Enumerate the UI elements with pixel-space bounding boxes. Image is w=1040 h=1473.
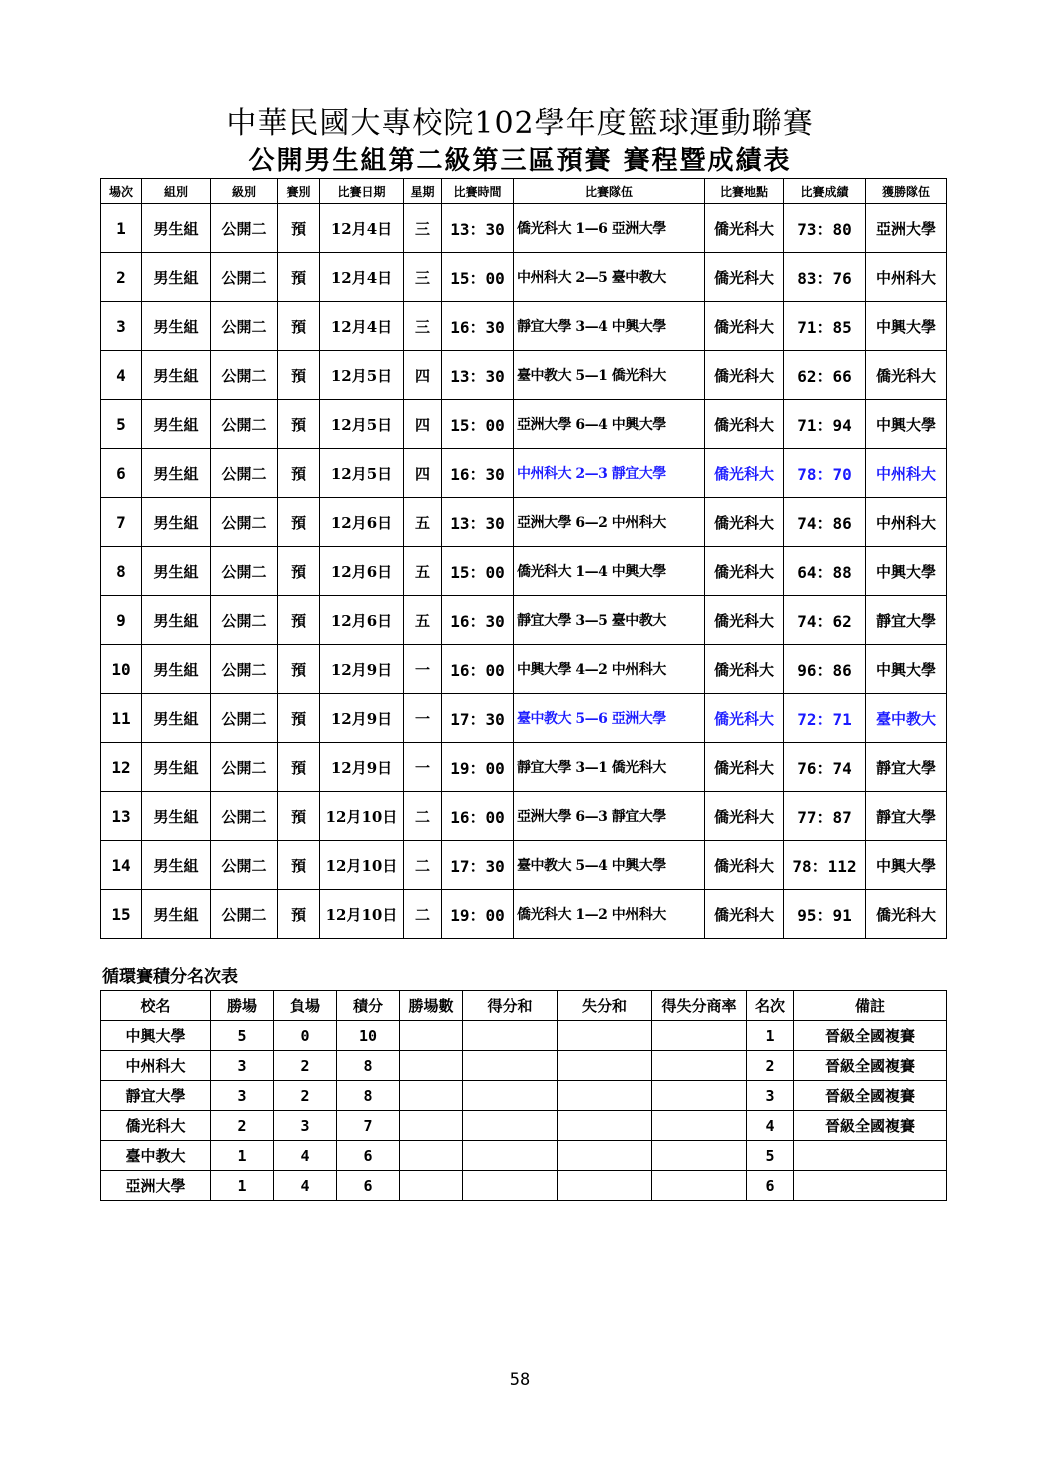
cell-ratio: [652, 1081, 747, 1111]
cell-level: 公開二: [211, 743, 278, 792]
cell-teams: 中州科大 2—5 臺中教大: [514, 253, 705, 302]
column-header: 比賽日期: [320, 179, 404, 204]
cell-level: 公開二: [211, 302, 278, 351]
cell-group: 男生組: [142, 743, 211, 792]
cell-time: 19：00: [442, 743, 514, 792]
cell-note: 晉級全國複賽: [794, 1111, 947, 1141]
cell-score: 71：85: [784, 302, 866, 351]
cell-teams: 僑光科大 1—6 亞洲大學: [514, 204, 705, 253]
cell-type: 預: [278, 645, 320, 694]
cell-venue: 僑光科大: [705, 596, 784, 645]
cell-winner: 亞洲大學: [866, 204, 947, 253]
cell-points_for: [463, 1081, 558, 1111]
table-row: [101, 1141, 947, 1171]
cell-no: 5: [101, 400, 142, 449]
cell-rank: 1: [747, 1021, 794, 1051]
table-row: [101, 841, 947, 890]
cell-winner: 中興大學: [866, 645, 947, 694]
cell-venue: 僑光科大: [705, 253, 784, 302]
cell-weekday: 五: [404, 596, 442, 645]
cell-weekday: 三: [404, 253, 442, 302]
cell-no: 15: [101, 890, 142, 939]
cell-group: 男生組: [142, 890, 211, 939]
cell-note: [794, 1141, 947, 1171]
cell-winner: 臺中教大: [866, 694, 947, 743]
cell-weekday: 五: [404, 498, 442, 547]
cell-losses: 4: [274, 1171, 337, 1201]
cell-teams: 中興大學 4—2 中州科大: [514, 645, 705, 694]
cell-weekday: 二: [404, 841, 442, 890]
cell-teams: 靜宜大學 3—1 僑光科大: [514, 743, 705, 792]
cell-level: 公開二: [211, 596, 278, 645]
cell-school: 中州科大: [101, 1051, 211, 1081]
cell-school: 中興大學: [101, 1021, 211, 1051]
column-header: 校名: [101, 991, 211, 1021]
cell-type: 預: [278, 253, 320, 302]
cell-type: 預: [278, 694, 320, 743]
cell-rank: 6: [747, 1171, 794, 1201]
cell-school: 亞洲大學: [101, 1171, 211, 1201]
cell-wins_count: [400, 1171, 463, 1201]
cell-date: 12月10日: [320, 841, 404, 890]
cell-group: 男生組: [142, 694, 211, 743]
cell-losses: 0: [274, 1021, 337, 1051]
cell-points_against: [558, 1171, 652, 1201]
cell-rank: 4: [747, 1111, 794, 1141]
table-row: [101, 890, 947, 939]
cell-weekday: 二: [404, 792, 442, 841]
cell-no: 6: [101, 449, 142, 498]
cell-points_for: [463, 1021, 558, 1051]
cell-venue: 僑光科大: [705, 351, 784, 400]
cell-date: 12月6日: [320, 596, 404, 645]
standings-table: [100, 990, 947, 1201]
table-row: [101, 253, 947, 302]
column-header: 積分: [337, 991, 400, 1021]
column-header: 名次: [747, 991, 794, 1021]
cell-score: 71：94: [784, 400, 866, 449]
column-header: 獲勝隊伍: [866, 179, 947, 204]
table-row: [101, 645, 947, 694]
page-number: 58: [509, 1370, 531, 1390]
cell-weekday: 一: [404, 645, 442, 694]
cell-score: 74：62: [784, 596, 866, 645]
cell-venue: 僑光科大: [705, 449, 784, 498]
cell-type: 預: [278, 547, 320, 596]
cell-wins_count: [400, 1051, 463, 1081]
cell-type: 預: [278, 841, 320, 890]
cell-teams: 靜宜大學 3—4 中興大學: [514, 302, 705, 351]
cell-date: 12月6日: [320, 498, 404, 547]
cell-no: 4: [101, 351, 142, 400]
cell-no: 1: [101, 204, 142, 253]
cell-points_against: [558, 1051, 652, 1081]
cell-type: 預: [278, 596, 320, 645]
cell-type: 預: [278, 498, 320, 547]
cell-teams: 亞洲大學 6—4 中興大學: [514, 400, 705, 449]
cell-school: 僑光科大: [101, 1111, 211, 1141]
cell-winner: 中興大學: [866, 302, 947, 351]
table-row: [101, 694, 947, 743]
column-header: 比賽隊伍: [514, 179, 705, 204]
cell-winner: 中興大學: [866, 841, 947, 890]
cell-rank: 3: [747, 1081, 794, 1111]
cell-venue: 僑光科大: [705, 743, 784, 792]
cell-score: 74：86: [784, 498, 866, 547]
cell-winner: 僑光科大: [866, 890, 947, 939]
cell-date: 12月4日: [320, 204, 404, 253]
column-header: 組別: [142, 179, 211, 204]
cell-points: 6: [337, 1141, 400, 1171]
table-row: [101, 204, 947, 253]
cell-winner: 靜宜大學: [866, 792, 947, 841]
column-header: 負場: [274, 991, 337, 1021]
cell-score: 73：80: [784, 204, 866, 253]
cell-level: 公開二: [211, 204, 278, 253]
cell-score: 83：76: [784, 253, 866, 302]
cell-wins_count: [400, 1081, 463, 1111]
cell-type: 預: [278, 449, 320, 498]
cell-date: 12月4日: [320, 302, 404, 351]
cell-teams: 亞洲大學 6—3 靜宜大學: [514, 792, 705, 841]
cell-group: 男生組: [142, 253, 211, 302]
cell-weekday: 五: [404, 547, 442, 596]
cell-losses: 4: [274, 1141, 337, 1171]
cell-ratio: [652, 1141, 747, 1171]
cell-venue: 僑光科大: [705, 890, 784, 939]
column-header: 比賽成績: [784, 179, 866, 204]
cell-date: 12月10日: [320, 792, 404, 841]
cell-score: 76：74: [784, 743, 866, 792]
cell-wins_count: [400, 1021, 463, 1051]
document-subtitle: 公開男生組第二級第三區預賽 賽程暨成績表: [248, 146, 792, 176]
cell-weekday: 一: [404, 743, 442, 792]
cell-time: 13：30: [442, 351, 514, 400]
cell-wins: 1: [211, 1171, 274, 1201]
cell-note: [794, 1171, 947, 1201]
cell-teams: 靜宜大學 3—5 臺中教大: [514, 596, 705, 645]
cell-type: 預: [278, 792, 320, 841]
cell-time: 13：30: [442, 498, 514, 547]
cell-date: 12月9日: [320, 694, 404, 743]
cell-score: 72：71: [784, 694, 866, 743]
cell-score: 96：86: [784, 645, 866, 694]
cell-venue: 僑光科大: [705, 498, 784, 547]
cell-no: 11: [101, 694, 142, 743]
cell-points_for: [463, 1111, 558, 1141]
standings-header-row: [101, 991, 947, 1021]
table-row: [101, 547, 947, 596]
cell-points: 8: [337, 1051, 400, 1081]
table-row: [101, 743, 947, 792]
column-header: 備註: [794, 991, 947, 1021]
cell-note: 晉級全國複賽: [794, 1081, 947, 1111]
cell-group: 男生組: [142, 351, 211, 400]
table-row: [101, 351, 947, 400]
cell-winner: 中州科大: [866, 498, 947, 547]
column-header: 級別: [211, 179, 278, 204]
column-header: 星期: [404, 179, 442, 204]
cell-note: 晉級全國複賽: [794, 1051, 947, 1081]
cell-losses: 2: [274, 1051, 337, 1081]
table-row: [101, 1051, 947, 1081]
cell-score: 95：91: [784, 890, 866, 939]
cell-teams: 僑光科大 1—2 中州科大: [514, 890, 705, 939]
table-row: [101, 1171, 947, 1201]
cell-no: 8: [101, 547, 142, 596]
cell-type: 預: [278, 743, 320, 792]
cell-points_for: [463, 1171, 558, 1201]
cell-no: 12: [101, 743, 142, 792]
cell-date: 12月6日: [320, 547, 404, 596]
cell-score: 62：66: [784, 351, 866, 400]
cell-time: 13：30: [442, 204, 514, 253]
cell-type: 預: [278, 302, 320, 351]
cell-school: 靜宜大學: [101, 1081, 211, 1111]
cell-level: 公開二: [211, 449, 278, 498]
cell-time: 16：00: [442, 645, 514, 694]
table-row: [101, 400, 947, 449]
cell-ratio: [652, 1021, 747, 1051]
cell-time: 17：30: [442, 694, 514, 743]
cell-venue: 僑光科大: [705, 841, 784, 890]
cell-note: 晉級全國複賽: [794, 1021, 947, 1051]
cell-teams: 亞洲大學 6—2 中州科大: [514, 498, 705, 547]
column-header: 得失分商率: [652, 991, 747, 1021]
cell-points: 8: [337, 1081, 400, 1111]
cell-weekday: 四: [404, 351, 442, 400]
cell-time: 15：00: [442, 400, 514, 449]
column-header: 失分和: [558, 991, 652, 1021]
cell-time: 16：00: [442, 792, 514, 841]
column-header: 勝場: [211, 991, 274, 1021]
cell-score: 78：70: [784, 449, 866, 498]
cell-time: 16：30: [442, 596, 514, 645]
cell-weekday: 一: [404, 694, 442, 743]
cell-type: 預: [278, 400, 320, 449]
cell-level: 公開二: [211, 694, 278, 743]
cell-time: 15：00: [442, 547, 514, 596]
cell-level: 公開二: [211, 890, 278, 939]
cell-no: 10: [101, 645, 142, 694]
cell-ratio: [652, 1171, 747, 1201]
cell-date: 12月5日: [320, 400, 404, 449]
cell-points_for: [463, 1051, 558, 1081]
cell-date: 12月4日: [320, 253, 404, 302]
cell-wins: 3: [211, 1051, 274, 1081]
table-row: [101, 449, 947, 498]
cell-date: 12月9日: [320, 743, 404, 792]
column-header: 比賽時間: [442, 179, 514, 204]
cell-no: 13: [101, 792, 142, 841]
table-row: [101, 498, 947, 547]
cell-points_against: [558, 1141, 652, 1171]
cell-venue: 僑光科大: [705, 645, 784, 694]
cell-winner: 中州科大: [866, 449, 947, 498]
cell-venue: 僑光科大: [705, 400, 784, 449]
table-row: [101, 1111, 947, 1141]
schedule-table: [100, 178, 947, 939]
cell-weekday: 四: [404, 400, 442, 449]
column-header: 場次: [101, 179, 142, 204]
cell-time: 19：00: [442, 890, 514, 939]
standings-label: 循環賽積分名次表: [102, 967, 238, 987]
cell-date: 12月10日: [320, 890, 404, 939]
cell-no: 2: [101, 253, 142, 302]
cell-score: 78：112: [784, 841, 866, 890]
cell-level: 公開二: [211, 400, 278, 449]
cell-wins: 1: [211, 1141, 274, 1171]
cell-level: 公開二: [211, 841, 278, 890]
cell-teams: 中州科大 2—3 靜宜大學: [514, 449, 705, 498]
document-title: 中華民國大專校院102學年度籃球運動聯賽: [226, 106, 814, 141]
cell-points_against: [558, 1111, 652, 1141]
cell-rank: 2: [747, 1051, 794, 1081]
cell-type: 預: [278, 204, 320, 253]
cell-points: 6: [337, 1171, 400, 1201]
cell-venue: 僑光科大: [705, 547, 784, 596]
cell-venue: 僑光科大: [705, 302, 784, 351]
cell-level: 公開二: [211, 253, 278, 302]
cell-losses: 3: [274, 1111, 337, 1141]
cell-rank: 5: [747, 1141, 794, 1171]
cell-losses: 2: [274, 1081, 337, 1111]
cell-wins: 3: [211, 1081, 274, 1111]
column-header: 賽別: [278, 179, 320, 204]
cell-group: 男生組: [142, 400, 211, 449]
cell-weekday: 三: [404, 302, 442, 351]
cell-group: 男生組: [142, 792, 211, 841]
cell-points: 10: [337, 1021, 400, 1051]
cell-level: 公開二: [211, 351, 278, 400]
cell-group: 男生組: [142, 547, 211, 596]
cell-wins: 5: [211, 1021, 274, 1051]
cell-group: 男生組: [142, 204, 211, 253]
cell-type: 預: [278, 890, 320, 939]
cell-level: 公開二: [211, 645, 278, 694]
cell-group: 男生組: [142, 841, 211, 890]
cell-time: 17：30: [442, 841, 514, 890]
cell-teams: 僑光科大 1—4 中興大學: [514, 547, 705, 596]
cell-no: 3: [101, 302, 142, 351]
cell-teams: 臺中教大 5—6 亞洲大學: [514, 694, 705, 743]
cell-points_against: [558, 1021, 652, 1051]
cell-weekday: 三: [404, 204, 442, 253]
cell-wins_count: [400, 1141, 463, 1171]
cell-winner: 中興大學: [866, 547, 947, 596]
cell-teams: 臺中教大 5—4 中興大學: [514, 841, 705, 890]
cell-points: 7: [337, 1111, 400, 1141]
cell-score: 77：87: [784, 792, 866, 841]
cell-date: 12月9日: [320, 645, 404, 694]
cell-time: 16：30: [442, 302, 514, 351]
cell-winner: 靜宜大學: [866, 743, 947, 792]
column-header: 比賽地點: [705, 179, 784, 204]
cell-no: 9: [101, 596, 142, 645]
schedule-header-row: [101, 179, 947, 204]
cell-group: 男生組: [142, 645, 211, 694]
cell-group: 男生組: [142, 596, 211, 645]
table-row: [101, 596, 947, 645]
cell-venue: 僑光科大: [705, 204, 784, 253]
cell-time: 16：30: [442, 449, 514, 498]
cell-level: 公開二: [211, 792, 278, 841]
cell-no: 14: [101, 841, 142, 890]
cell-no: 7: [101, 498, 142, 547]
cell-winner: 靜宜大學: [866, 596, 947, 645]
cell-weekday: 四: [404, 449, 442, 498]
cell-wins_count: [400, 1111, 463, 1141]
table-row: [101, 1081, 947, 1111]
cell-ratio: [652, 1051, 747, 1081]
column-header: 勝場數: [400, 991, 463, 1021]
cell-date: 12月5日: [320, 449, 404, 498]
cell-group: 男生組: [142, 302, 211, 351]
cell-winner: 中州科大: [866, 253, 947, 302]
cell-score: 64：88: [784, 547, 866, 596]
cell-ratio: [652, 1111, 747, 1141]
table-row: [101, 1021, 947, 1051]
table-row: [101, 302, 947, 351]
cell-weekday: 二: [404, 890, 442, 939]
cell-level: 公開二: [211, 547, 278, 596]
cell-wins: 2: [211, 1111, 274, 1141]
cell-type: 預: [278, 351, 320, 400]
cell-school: 臺中教大: [101, 1141, 211, 1171]
cell-venue: 僑光科大: [705, 694, 784, 743]
cell-level: 公開二: [211, 498, 278, 547]
table-row: [101, 792, 947, 841]
cell-points_against: [558, 1081, 652, 1111]
cell-teams: 臺中教大 5—1 僑光科大: [514, 351, 705, 400]
column-header: 得分和: [463, 991, 558, 1021]
cell-group: 男生組: [142, 498, 211, 547]
cell-date: 12月5日: [320, 351, 404, 400]
cell-time: 15：00: [442, 253, 514, 302]
cell-venue: 僑光科大: [705, 792, 784, 841]
cell-points_for: [463, 1141, 558, 1171]
cell-winner: 中興大學: [866, 400, 947, 449]
cell-winner: 僑光科大: [866, 351, 947, 400]
cell-group: 男生組: [142, 449, 211, 498]
